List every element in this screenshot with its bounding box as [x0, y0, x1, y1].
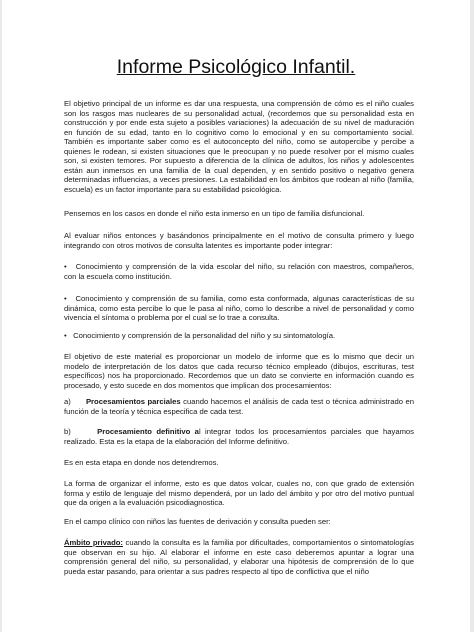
item-b — [64, 427, 414, 446]
list-item-text: Conocimiento y comprensión de la personalidad del niño y su sintomatología. — [73, 331, 336, 340]
bullet: • — [64, 331, 67, 340]
list-item-personality — [64, 331, 414, 341]
list-item-family — [64, 294, 414, 323]
list-item-school — [64, 262, 414, 281]
bullet: • — [64, 294, 67, 303]
document-title: Informe Psicológico Infantil. — [116, 56, 356, 78]
paragraph-organize: La forma de organizar el informe, esto es que datos volcar, cuales no, con que grado de extensión forma y estilo de lenguaje del mismo dependerá, por un lado del ámbito y por otro del motivo puntual que da origen a la evaluación psicodiagnostica. — [64, 479, 414, 507]
item-b-label: b) — [64, 427, 71, 436]
item-b-text: l integrar todos los procesamientos parciales que hayamos realizado. Esta es la etapa de la elaboración del Informe definitivo. — [64, 427, 415, 446]
private-scope-heading: Ámbito privado: — [64, 538, 123, 547]
item-a-label: a) — [64, 397, 71, 406]
paragraph-family: Pensemos en los casos en donde el niño esta inmerso en un tipo de familia disfuncional. — [64, 209, 365, 218]
list-item-text: Conocimiento y comprensión de su familia, como esta conformada, algunas características de su dinámica, como esta percibe lo que le pasa al niño, como lo describe a nivel de personalidad y como vivencia el síntoma o problema por el cual se lo trae a consulta. — [64, 294, 414, 322]
item-b-heading: Procesamiento definitivo a — [97, 427, 199, 436]
paragraph-clinical: En el campo clínico con niños las fuentes de derivación y consulta pueden ser: — [64, 517, 331, 526]
item-a-heading: Procesamientos parciales — [85, 397, 181, 406]
item-a — [64, 397, 414, 416]
paragraph-intro: El objetivo principal de un informe es dar una respuesta, una comprensión de cómo es el niño cuales son los rasgos mas nucleares de su personalidad actual, (recordemos que su personalidad esta en construcción y por ende esta sujeto a posibles variaciones) la adecuación de su nivel de maduración en función de su edad, tanto en lo cognitivo como lo emocional y en su comportamiento social. También es importante saber como es el autoconcepto del niño, como se autopercibe y percibe a quienes le rodean, si existen situaciones que le preocupan y no puede resolver por el mismo cuales son, si existen temores. Por supuesto a diferencia de la clínica de adultos, los niños y adolescentes están aun inmersos en una familia de la cual dependen, y en sentido positivo o negativo genera determinadas influencias, a veces presiones. La estabilidad en los ámbitos que rodean al niño (familia, escuela) es un factor importante para su estabilidad psicológica. — [64, 99, 414, 194]
item-a-text: cuando hacemos el análisis de cada test o técnica administrado en función de la teoría y técnica especifica de cada test. — [64, 397, 414, 416]
paragraph-private — [64, 538, 414, 576]
paragraph-evaluate: Al evaluar niños entonces y basándonos principalmente en el motivo de consulta primero y luego integrando con otros motivos de consulta latentes es importante poder integrar: — [64, 231, 414, 250]
paragraph-objective: El objetivo de este material es proporcionar un modelo de informe que es lo mismo que decir un modelo de interpretación de los datos que cada recurso técnico empleado (dibujos, escrituras, test específicos) nos ha proporcionado. Recordemos que un dato se convierte en información cuando es procesado, y esto sucede en dos momentos que implican dos procesamientos: — [64, 352, 414, 390]
bullet: • — [64, 262, 67, 271]
list-item-text: Conocimiento y comprensión de la vida escolar del niño, su relación con maestros, compañeros, con la escuela como institución. — [64, 262, 414, 281]
document-page — [2, 0, 470, 632]
private-scope-text: cuando la consulta es la familia por dificultades, comportamientos o sintomatologías que observan en su hijo. Al elaborar el informe en este caso deberemos apuntar a lograr una comprensión general del niño, su personalidad, y elaborar una hipótesis de comprensión de lo que pueda estar pasando, para orientar a sus padres respecto al tipo de conflictiva que el niño — [64, 538, 415, 576]
paragraph-stage: Es en esta etapa en donde nos detendremos. — [64, 458, 219, 467]
